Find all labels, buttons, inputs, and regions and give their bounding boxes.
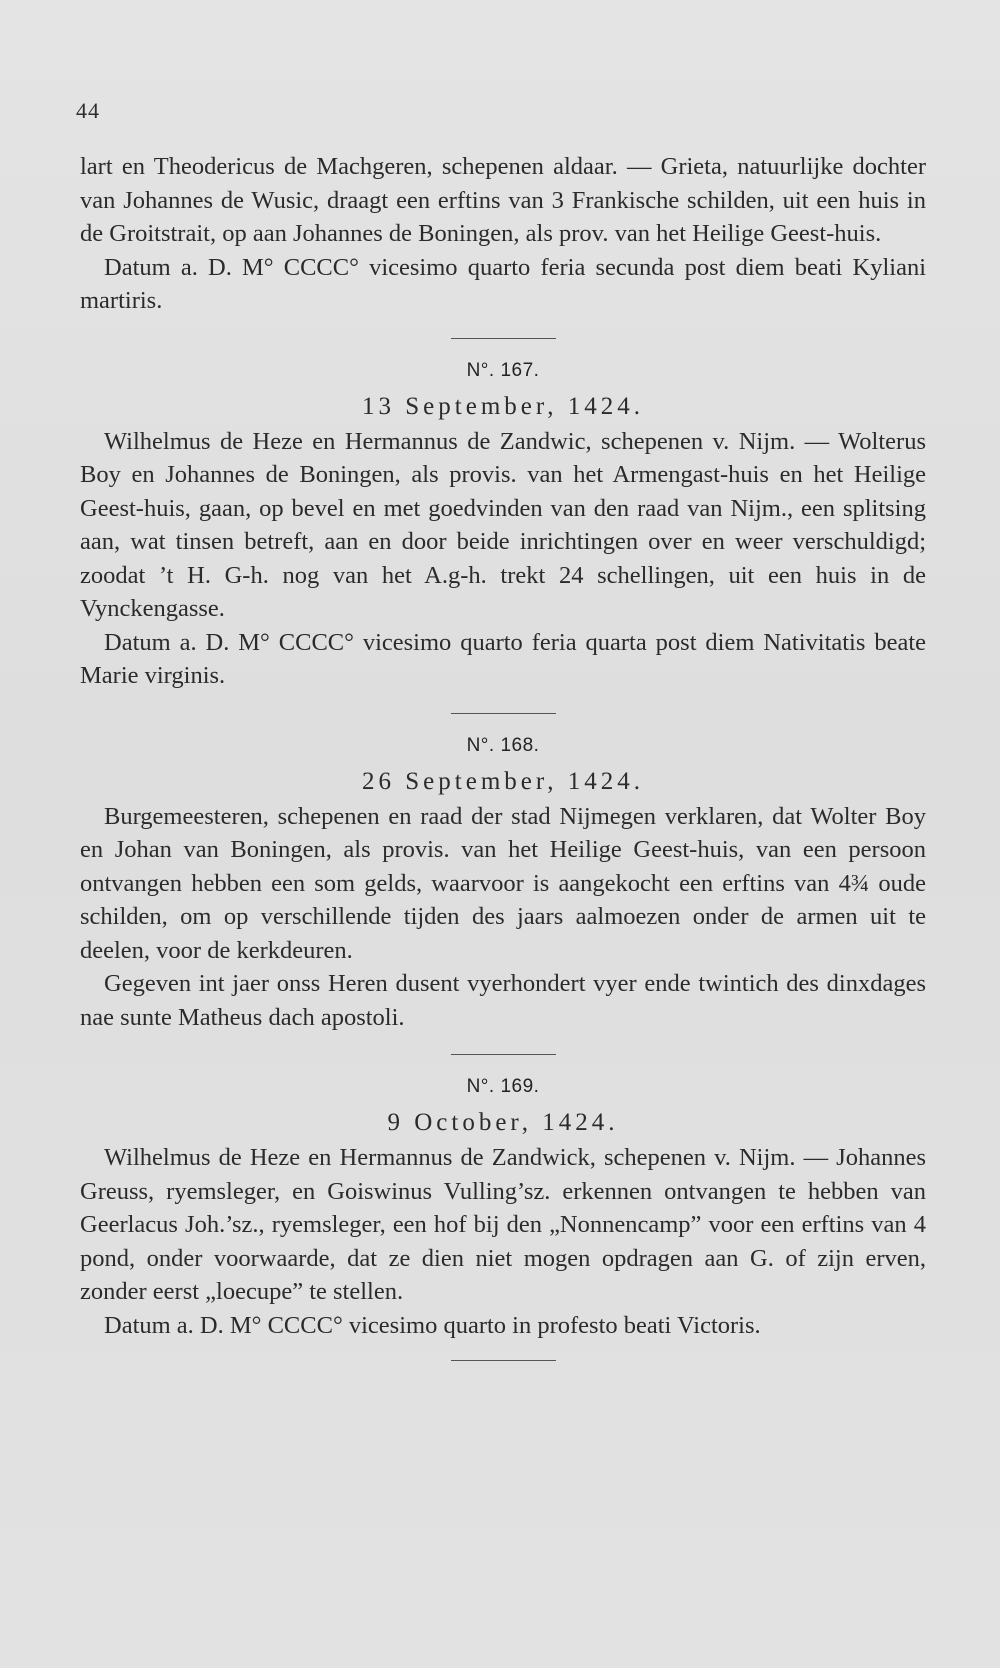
entry-169	[80, 1073, 926, 1342]
section-divider	[451, 1360, 556, 1361]
section-divider	[451, 338, 556, 339]
section-divider	[451, 713, 556, 714]
entry-paragraph: Wilhelmus de Heze en Hermannus de Zandwick, schepenen v. Nijm. — Johannes Greuss, ryemsleger, en Goiswinus Vulling’sz. erkennen ontvangen te hebben van Geerlacus Joh.’sz., ryemsleger, een hof bij den „Nonnencamp” voor een erftins van 4 pond, onder voorwaarde, dat ze dien niet mogen opdragen aan G. of zijn erven, zonder eerst „loecupe” te stellen.	[80, 1144, 926, 1305]
page-body	[80, 150, 926, 1379]
entry-paragraph: Burgemeesteren, schepenen en raad der stad Nijmegen verklaren, dat Wolter Boy en Johan van Boningen, als provis. van het Heilige Geest-huis, van een persoon ontvangen hebben een som gelds, waarvoor is aangekocht een erftins van 4¾ oude schilden, om op verschillende tijden des jaars aalmoezen onder de armen uit te deelen, voor de kerkdeuren.	[80, 802, 926, 964]
page-number: 44	[76, 98, 100, 123]
section-divider	[451, 1054, 556, 1055]
entry-paragraph: Wilhelmus de Heze en Hermannus de Zandwic, schepenen v. Nijm. — Wolterus Boy en Johannes de Boningen, als provis. van het Armengast-huis en het Heilige Geest-huis, gaan, op bevel en met goedvinden van den raad van Nijm., een splitsing aan, wat tinsen betreft, aan en door beide inrichtingen over en weer verschuldigd; zoodat ’t H. G-h. nog van het A.g-h. trekt 24 schellingen, uit een huis in de Vynckengasse.	[80, 427, 926, 622]
intro-paragraph-1: lart en Theodericus de Machgeren, schepenen aldaar. — Grieta, natuurlijke dochter van Johannes de Wusic, draagt een erftins van 3 Frankische schilden, uit een huis in de Groitstrait, op aan Johannes de Boningen, als prov. van het Heilige Geest-huis.	[80, 153, 926, 247]
entry-167	[80, 357, 926, 693]
entry-date: 26 September, 1424.	[362, 767, 644, 795]
entry-date-paragraph: Datum a. D. M° CCCC° vicesimo quarto feria quarta post diem Nativitatis beate Marie virginis.	[80, 628, 926, 689]
entry-date: 13 September, 1424.	[362, 392, 644, 420]
entry-number: N°. 168.	[466, 734, 540, 756]
entry-date-paragraph: Datum a. D. M° CCCC° vicesimo quarto in profesto beati Victoris.	[104, 1311, 761, 1339]
intro-date-paragraph: Datum a. D. M° CCCC° vicesimo quarto feria secunda post diem beati Kyliani martiris.	[80, 253, 926, 314]
entry-date: 9 October, 1424.	[387, 1109, 619, 1136]
entry-168	[80, 732, 926, 1035]
entry-number: N°. 169.	[466, 1076, 540, 1097]
entry-number: N°. 167.	[466, 359, 540, 381]
entry-date-paragraph: Gegeven int jaer onss Heren dusent vyerhondert vyer ende twintich des dinxdages nae sunte Matheus dach apostoli.	[80, 970, 926, 1031]
